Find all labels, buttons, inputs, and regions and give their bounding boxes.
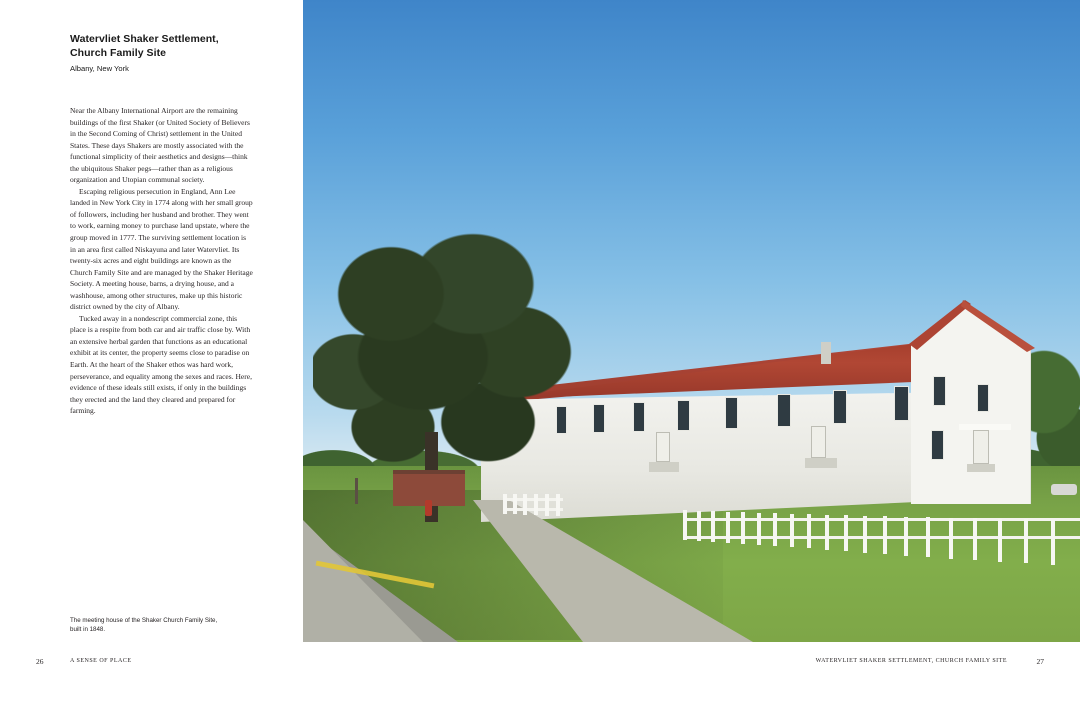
fence-rail: [503, 498, 563, 501]
side-door: [656, 432, 670, 462]
entry-door: [973, 430, 989, 464]
body-text: [70, 105, 253, 417]
fire-hydrant: [425, 500, 432, 516]
photograph: [303, 0, 1080, 642]
side-steps: [805, 458, 837, 468]
porch-roof: [959, 424, 1011, 430]
fence-picket: [1024, 519, 1028, 563]
fence-picket: [926, 517, 930, 557]
window-gable-lower: [931, 430, 944, 460]
title-block: [70, 33, 275, 74]
side-door: [811, 426, 826, 458]
fence-picket: [523, 494, 527, 515]
window-gable-upper: [933, 376, 946, 406]
fence-picket: [697, 511, 701, 541]
fence-picket: [863, 516, 867, 553]
fence-picket: [844, 515, 848, 551]
fence-picket: [726, 512, 730, 543]
running-head-left: A SENSE OF PLACE: [70, 658, 132, 664]
fence-picket: [973, 518, 977, 560]
fence-picket: [904, 517, 908, 556]
fence-picket: [1051, 520, 1055, 565]
window: [833, 390, 847, 424]
side-steps: [649, 462, 679, 472]
body-paragraph-1: Near the Albany International Airport are the remaining buildings of the first Shaker (or United Society of Believers in the Second Coming of Christ) settlement in the United States. These days Shakers are mostly associated with the functional simplicity of their aesthetics and designs—think the ubiquitous Shaker pegs—rather than as a religious organization and Utopian communal society.: [70, 106, 250, 185]
body-paragraph-2: Escaping religious persecution in England, Ann Lee landed in New York City in 1774 along with her small group of followers, including her husband and brother. They went to work, earning money to purchase land upstate, where the group moved in 1777. The surviving settlement location is in an area first called Niskayuna and later Watervliet. Its twenty-six acres and eight buildings are known as the Church Family Site and are managed by the Shaker Heritage Society. A meeting house, barns, a drying house, and a washhouse, among other structures, make up this historic district owned by the city of Albany.: [70, 186, 253, 312]
fence-picket: [949, 518, 953, 559]
body-paragraph-3: Tucked away in a nondescript commercial zone, this place is a respite from both car and air traffic close by. With an extensive herbal garden that functions as an educational exhibit at its center, the property seems close to paradise on Earth. At the heart of the Shaker ethos was hard work, perseverance, and equality among the sexes and races. Here, evidence of these ideals still exists, if only in the buildings they erected and the land they cleared and prepared for farming.: [70, 313, 252, 416]
page-title-line-2: Church Family Site: [70, 46, 167, 59]
page-subtitle: Albany, New York: [70, 63, 129, 73]
sign-post: [355, 478, 358, 504]
page-title: [70, 33, 275, 61]
fence-picket: [825, 515, 829, 550]
window: [777, 394, 791, 427]
parked-car: [1051, 484, 1077, 495]
photo-caption: The meeting house of the Shaker Church Family Site, built in 1848.: [70, 617, 218, 633]
page-title-line-1: Watervliet Shaker Settlement,: [70, 33, 219, 45]
window: [593, 404, 605, 433]
fence-picket: [790, 514, 794, 547]
fence-picket: [757, 513, 761, 545]
left-page: [0, 0, 303, 701]
folio-right: 27: [1036, 657, 1044, 666]
fence-picket: [998, 519, 1002, 562]
window: [633, 402, 645, 432]
folio-left: 26: [36, 657, 44, 666]
fence-rail: [503, 508, 563, 511]
window: [677, 400, 690, 431]
entry-steps: [967, 464, 995, 472]
fence-picket: [711, 511, 715, 542]
running-head-right: WATERVLIET SHAKER SETTLEMENT, CHURCH FAMILY SITE: [815, 658, 1007, 664]
picket-fence-left: [503, 492, 563, 518]
fence-picket: [534, 494, 538, 515]
fence-picket: [741, 512, 745, 544]
chimney: [821, 342, 831, 364]
fence-picket: [883, 516, 887, 554]
right-page: [303, 0, 1080, 701]
fence-picket: [807, 514, 811, 548]
fence-picket: [513, 494, 517, 514]
fence-picket: [503, 494, 507, 514]
window-gable-upper: [977, 384, 989, 412]
picket-fence: [683, 506, 1080, 570]
fence-picket: [556, 494, 560, 516]
fence-picket: [773, 513, 777, 546]
fence-picket: [545, 494, 549, 516]
tree-canopy: [313, 232, 588, 467]
fence-picket: [683, 510, 687, 540]
window: [725, 397, 738, 429]
window: [894, 386, 909, 421]
